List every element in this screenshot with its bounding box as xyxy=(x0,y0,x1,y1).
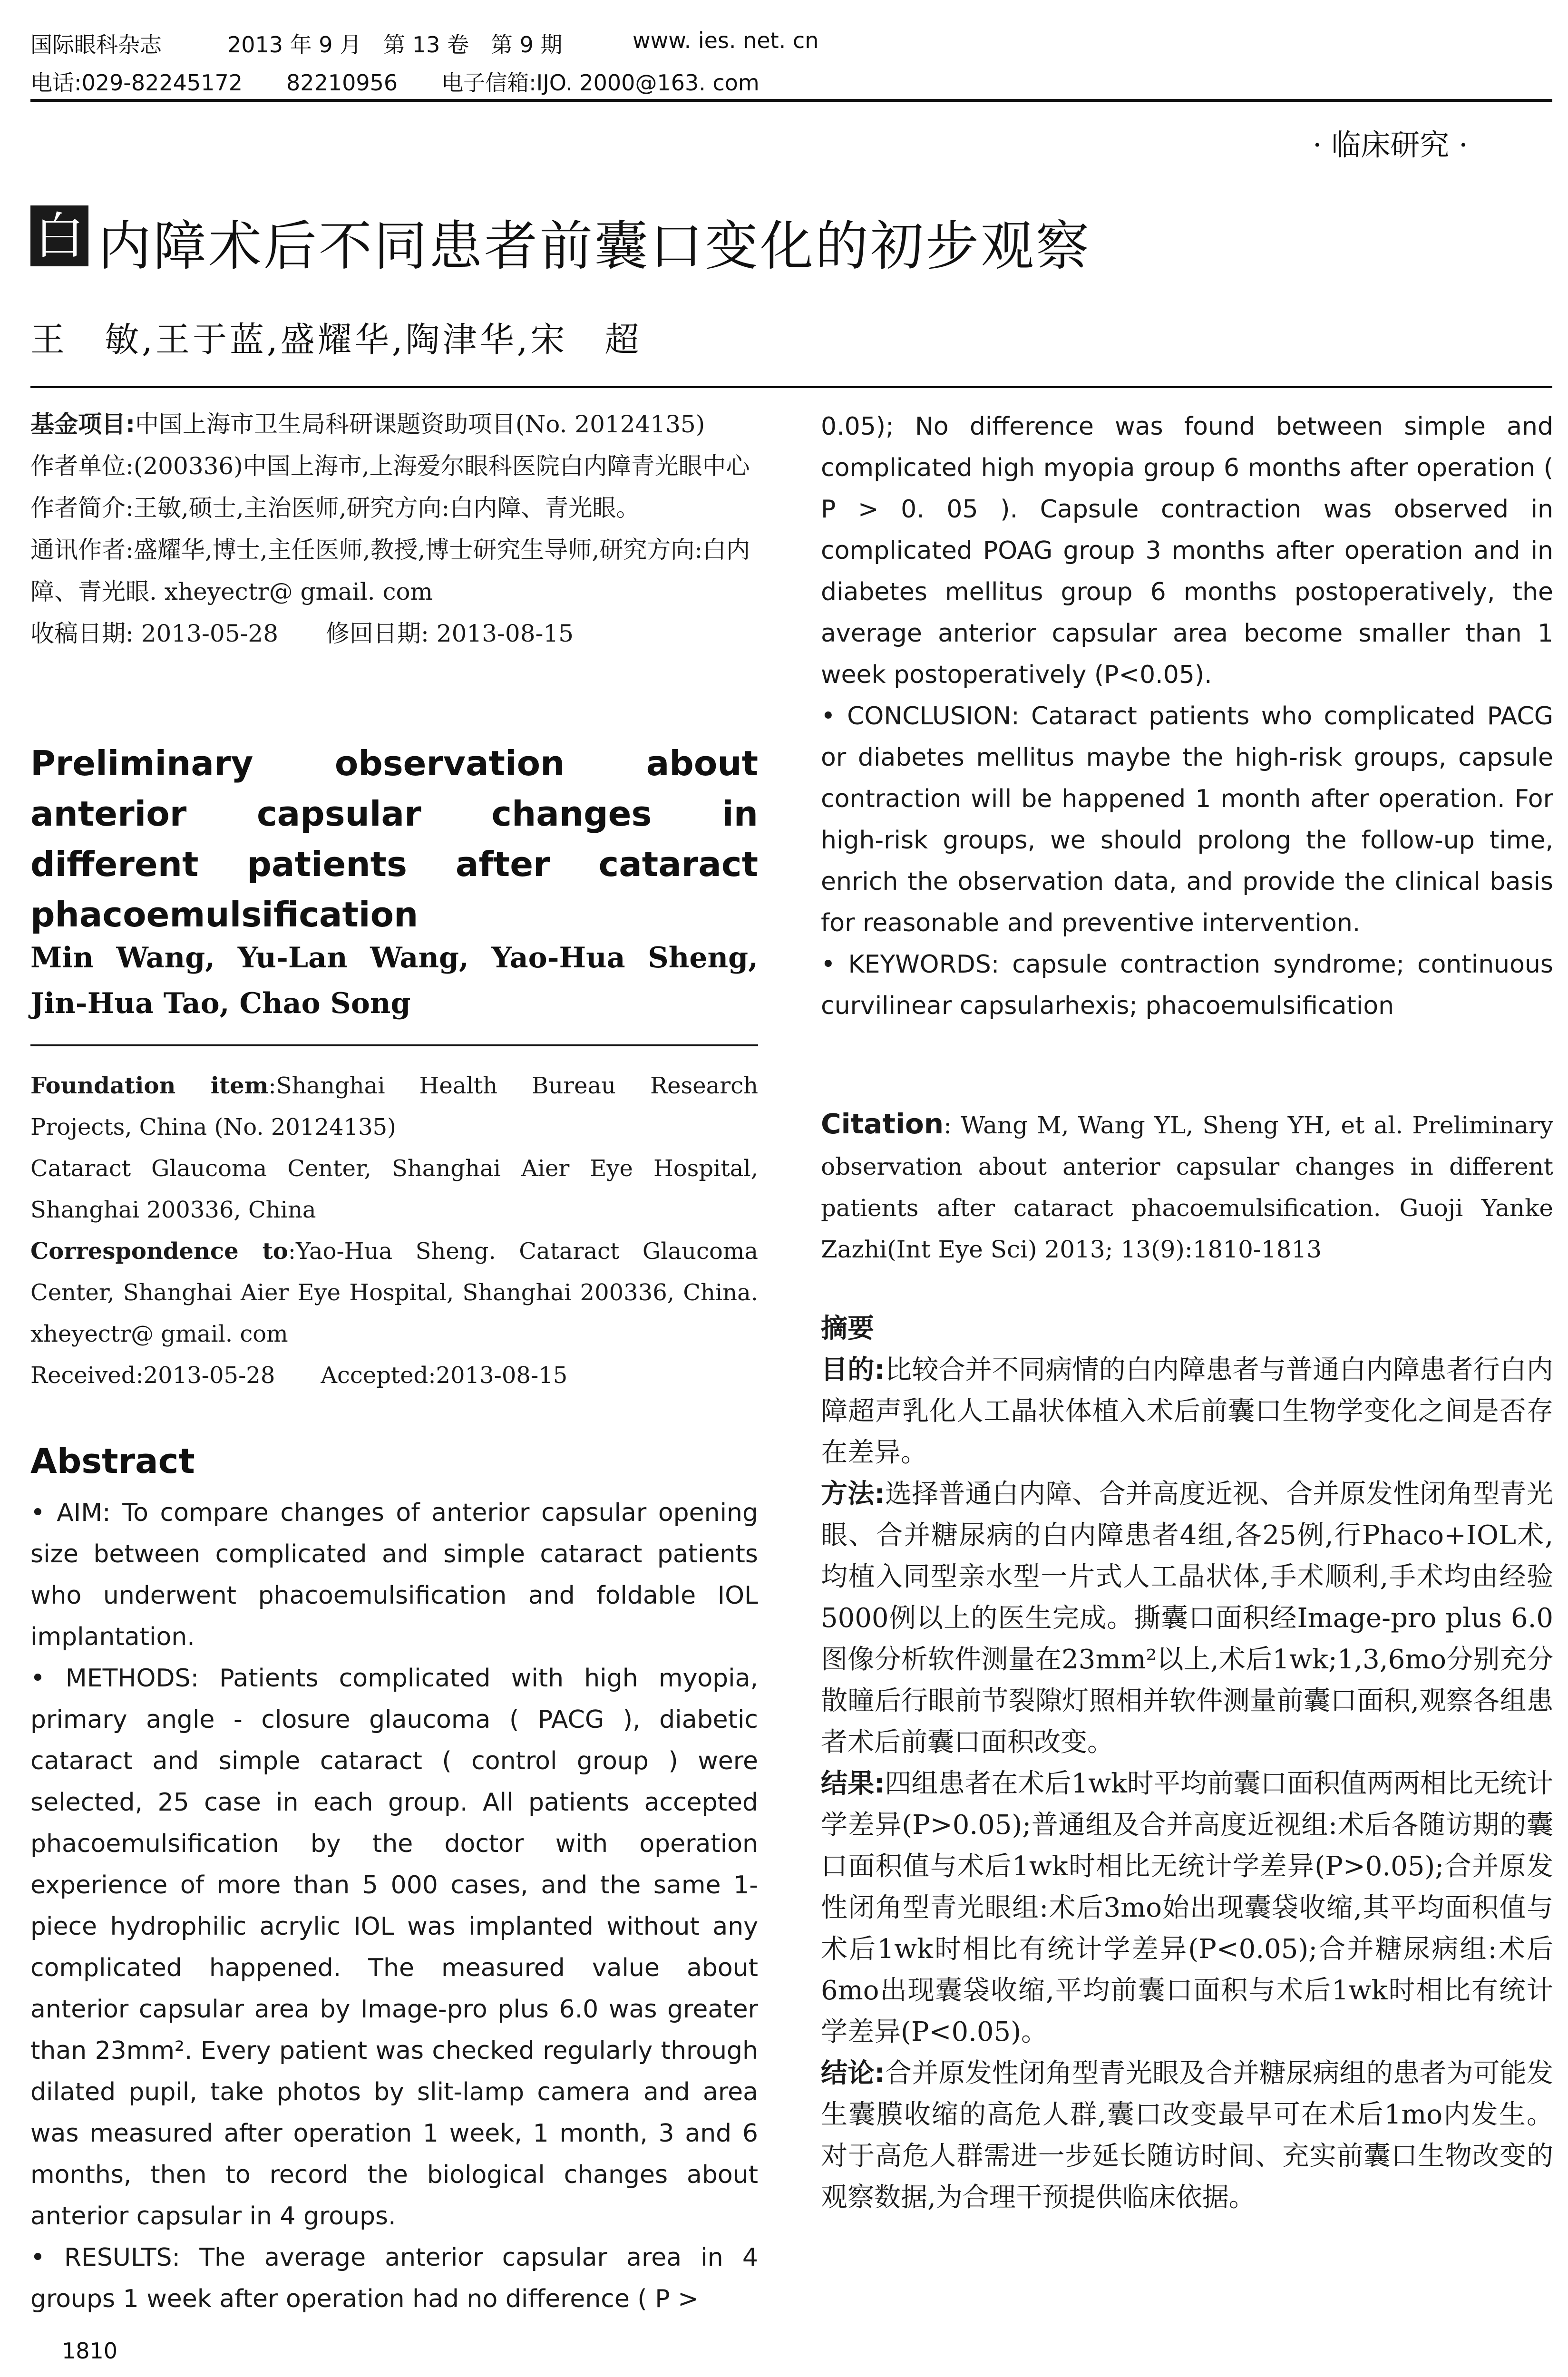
journal-issue: 2013 年 9 月 第 13 卷 第 9 期 xyxy=(227,32,563,58)
abstract-methods: • METHODS: Patients complicated with high myopia, primary angle - closure glaucoma ( PACG ), diabetic cataract and simple cataract ( control group ) were selected, 25 case in each group. All patients accepted phacoemulsification by the doctor with operation experience of more than 5 000 cases, and the same 1-piece hydrophilic acrylic IOL was implanted without any complicated happened. The measured value about anterior capsular area by Image-pro plus 6.0 was greater than 23mm². Every patient was checked regularly through dilated pupil, take photos by slit-lamp camera and area was measured after operation 1 week, 1 month, 3 and 6 months, then to record the biological changes about anterior capsular in 4 groups. xyxy=(30,1664,758,2231)
dates-line: Received:2013-05-28 Accepted:2013-08-15 xyxy=(30,1362,568,1389)
zh-methods: 方法:选择普通白内障、合并高度近视、合并原发性闭角型青光眼、合并糖尿病的白内障患者4组,各25例,行Phaco+IOL术,均植入同型亲水型一片式人工晶状体,手术顺利,手术均由经验5000例以上的医生完成。撕囊口面积经Image-pro plus 6.0图像分析软件测量在23mm²以上,术后1wk;1,3,6mo分别充分散瞳后行眼前节裂隙灯照相并软件测量前囊口面积,观察各组患者术后前囊口面积改变。 xyxy=(821,1479,1553,1758)
citation-block xyxy=(821,1103,1553,1270)
correspondence-line: 通讯作者:盛耀华,博士,主任医师,教授,博士研究生导师,研究方向:白内障、青光眼. xheyectr@ gmail. com xyxy=(30,536,750,605)
abstract-results-end: 0.05); No difference was found between simple and complicated high myopia group 6 months after operation ( P > 0. 05 ). Capsule contraction was observed in complicated POAG group 3 months after operation and in diabetes mellitus group 6 months postoperatively, the average anterior capsular area become smaller than 1 week postoperatively (P<0.05). xyxy=(821,412,1553,689)
bio-line: 作者简介:王敏,硕士,主治医师,研究方向:白内障、青光眼。 xyxy=(30,494,640,522)
abstract-left xyxy=(30,1492,758,2320)
abstract-heading: Abstract xyxy=(30,1441,195,1481)
english-info-block xyxy=(30,1065,758,1396)
chinese-info-block xyxy=(30,403,758,654)
zh-conclusion: 结论:合并原发性闭角型青光眼及合并糖尿病组的患者为可能发生囊膜收缩的高危人群,囊口改变最早可在术后1mo内发生。对于高危人群需进一步延长随访时间、充实前囊口生物改变的观察数据,为合理干预提供临床依据。 xyxy=(821,2058,1553,2213)
english-title: Preliminary observation about anterior capsular changes in different patients after cataract phacoemulsification xyxy=(30,743,758,935)
citation-text: : Wang M, Wang YL, Sheng YH, et al. Preliminary observation about anterior capsular changes in different patients after cataract phacoemulsification. Guoji Yanke Zazhi(Int Eye Sci) 2013; 13(9):1810-1813 xyxy=(821,1111,1553,1263)
citation-label: Citation xyxy=(821,1108,944,1140)
abstract-right xyxy=(821,406,1553,1027)
affiliation-line: Cataract Glaucoma Center, Shanghai Aier Eye Hospital, Shanghai 200336, China xyxy=(30,1155,758,1223)
abstract-results-start: • RESULTS: The average anterior capsular area in 4 groups 1 week after operation had no difference ( P > xyxy=(30,2243,758,2313)
page-number: 1810 xyxy=(62,2338,118,2364)
abstract-aim: • AIM: To compare changes of anterior capsular opening size between complicated and simple cataract patients who underwent phacoemulsification and foldable IOL implantation. xyxy=(30,1499,758,1651)
journal-website: www. ies. net. cn xyxy=(633,28,819,53)
header-rule xyxy=(30,99,1552,102)
title-initial: 白 xyxy=(30,205,88,266)
english-authors: Min Wang, Yu-Lan Wang, Yao-Hua Sheng, Jin-Hua Tao, Chao Song xyxy=(30,941,758,1020)
abstract-conclusion: • CONCLUSION: Cataract patients who complicated PACG or diabetes mellitus maybe the high-risk groups, capsule contraction will be happened 1 month after operation. For high-risk groups, we should prolong the follow-up time, enrich the observation data, and provide the clinical basis for reasonable and preventive intervention. xyxy=(821,702,1553,937)
chinese-abstract xyxy=(821,1308,1553,2218)
zh-aim: 目的:比较合并不同病情的白内障患者与普通白内障患者行白内障超声乳化人工晶状体植入术后前囊口生物学变化之间是否存在差异。 xyxy=(821,1354,1553,1468)
zh-abstract-heading: 摘要 xyxy=(821,1313,874,1344)
fund-line: 基金项目:中国上海市卫生局科研课题资助项目(No. 20124135) xyxy=(30,410,705,438)
article-title: 内障术后不同患者前囊口变化的初步观察 xyxy=(98,215,1091,277)
zh-results: 结果:四组患者在术后1wk时平均前囊口面积值两两相比无统计学差异(P>0.05);普通组及合并高度近视组:术后各随访期的囊口面积值与术后1wk时相比无统计学差异(P>0.05);合并原发性闭角型青光眼组:术后3mo始出现囊袋收缩,其平均面积值与术后1wk时相比有统计学差异(P<0.05);合并糖尿病组:术后6mo出现囊袋收缩,平均前囊口面积与术后1wk时相比有统计学差异(P<0.05)。 xyxy=(821,1768,1553,2047)
journal-contact: 电话:029-82245172 82210956 电子信箱:IJO. 2000@163. com xyxy=(30,70,760,96)
foundation-line: Foundation item:Shanghai Health Bureau Research Projects, China (No. 20124135) xyxy=(30,1072,758,1140)
section-tag: · 临床研究 · xyxy=(1313,127,1468,162)
received-line: 收稿日期: 2013-05-28 修回日期: 2013-08-15 xyxy=(30,620,574,647)
unit-line: 作者单位:(200336)中国上海市,上海爱尔眼科医院白内障青光眼中心 xyxy=(30,452,750,480)
correspondence-en-line: Correspondence to:Yao-Hua Sheng. Cataract Glaucoma Center, Shanghai Aier Eye Hospital, Shanghai 200336, China. xheyectr@ gmail. com xyxy=(30,1238,758,1347)
journal-name: 国际眼科杂志 xyxy=(30,32,162,58)
title-rule xyxy=(30,386,1552,388)
english-info-rule xyxy=(30,1044,758,1046)
authors-zh: 王 敏,王于蓝,盛耀华,陶津华,宋 超 xyxy=(30,320,642,360)
abstract-keywords: • KEYWORDS: capsule contraction syndrome; continuous curvilinear capsularhexis; phacoemulsification xyxy=(821,950,1553,1020)
